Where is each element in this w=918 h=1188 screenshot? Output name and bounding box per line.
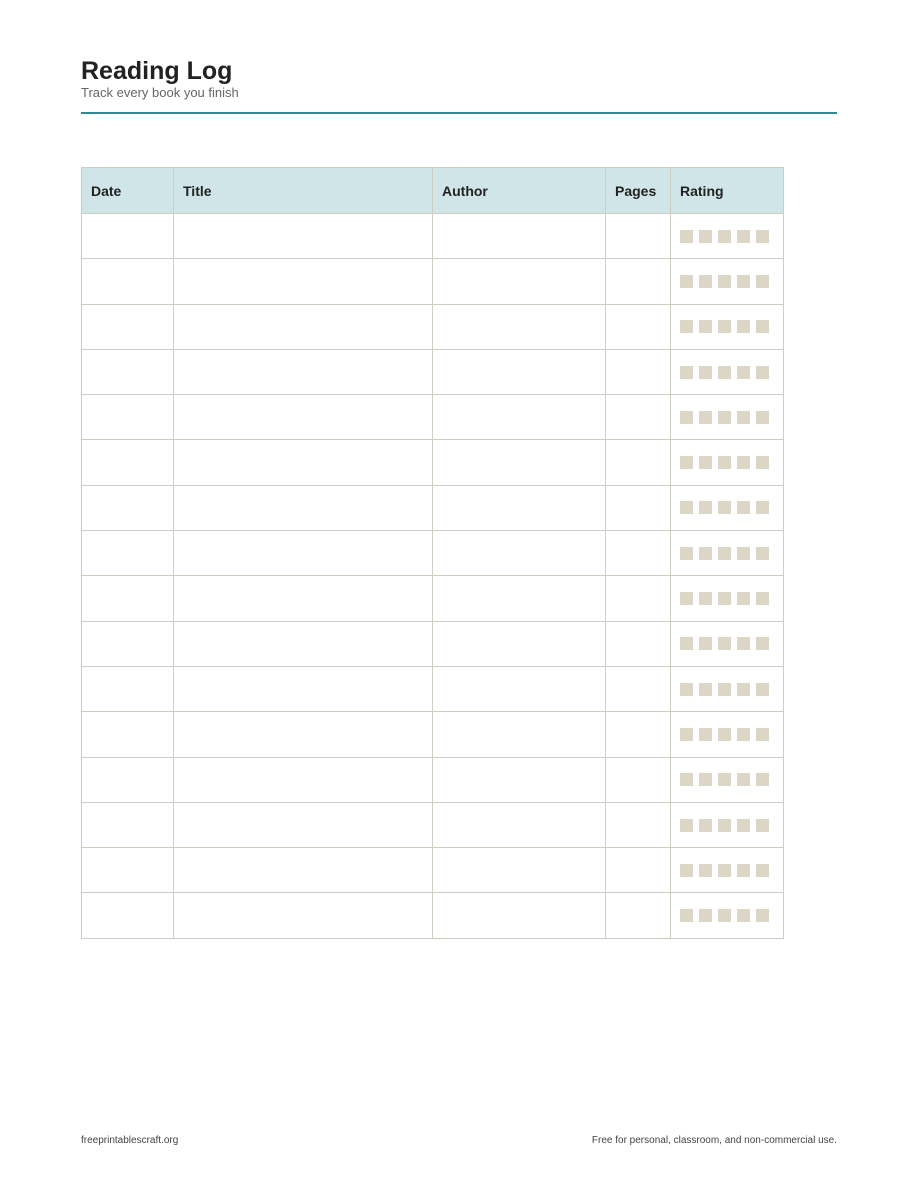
author-cell[interactable] — [433, 395, 606, 440]
rating-cell — [671, 485, 784, 530]
rating-box[interactable] — [756, 683, 769, 696]
author-cell[interactable] — [433, 440, 606, 485]
date-cell[interactable] — [82, 214, 174, 259]
date-cell[interactable] — [82, 395, 174, 440]
rating-cell — [671, 214, 784, 259]
rating-box[interactable] — [680, 230, 693, 243]
page-header — [81, 56, 837, 114]
rating-box[interactable] — [737, 819, 750, 832]
rating-box[interactable] — [756, 864, 769, 877]
rating-cell — [671, 666, 784, 711]
author-cell[interactable] — [433, 802, 606, 847]
title-cell[interactable] — [174, 304, 433, 349]
pages-cell[interactable] — [606, 893, 671, 938]
rating-cell — [671, 531, 784, 576]
table-row — [82, 757, 784, 802]
pages-cell[interactable] — [606, 848, 671, 893]
rating-box[interactable] — [737, 728, 750, 741]
table-row — [82, 621, 784, 666]
rating-box[interactable] — [680, 501, 693, 514]
rating-box[interactable] — [699, 547, 712, 560]
table-row — [82, 802, 784, 847]
rating-box[interactable] — [737, 909, 750, 922]
rating-cell — [671, 349, 784, 394]
pages-cell[interactable] — [606, 440, 671, 485]
rating-box[interactable] — [699, 909, 712, 922]
rating-box[interactable] — [680, 728, 693, 741]
rating-box[interactable] — [756, 411, 769, 424]
pages-cell[interactable] — [606, 259, 671, 304]
title-cell[interactable] — [174, 395, 433, 440]
rating-box[interactable] — [756, 275, 769, 288]
rating-boxes — [680, 366, 774, 379]
rating-box[interactable] — [699, 773, 712, 786]
date-cell[interactable] — [82, 485, 174, 530]
rating-box[interactable] — [680, 637, 693, 650]
author-cell[interactable] — [433, 576, 606, 621]
rating-box[interactable] — [737, 592, 750, 605]
table-row — [82, 304, 784, 349]
title-cell[interactable] — [174, 893, 433, 938]
pages-cell[interactable] — [606, 531, 671, 576]
rating-box[interactable] — [680, 366, 693, 379]
rating-box[interactable] — [699, 501, 712, 514]
table-row — [82, 440, 784, 485]
rating-box[interactable] — [737, 275, 750, 288]
table-row — [82, 349, 784, 394]
title-cell[interactable] — [174, 712, 433, 757]
table-row — [82, 214, 784, 259]
rating-boxes — [680, 864, 774, 877]
rating-box[interactable] — [756, 592, 769, 605]
rating-box[interactable] — [718, 230, 731, 243]
rating-box[interactable] — [680, 592, 693, 605]
table-row — [82, 485, 784, 530]
pages-cell[interactable] — [606, 757, 671, 802]
pages-cell[interactable] — [606, 621, 671, 666]
rating-cell — [671, 757, 784, 802]
rating-box[interactable] — [718, 411, 731, 424]
column-header-rating: Rating — [671, 168, 784, 214]
author-cell[interactable] — [433, 621, 606, 666]
rating-box[interactable] — [680, 275, 693, 288]
author-cell[interactable] — [433, 666, 606, 711]
table-header-row — [82, 168, 784, 214]
rating-box[interactable] — [718, 909, 731, 922]
pages-cell[interactable] — [606, 576, 671, 621]
rating-box[interactable] — [756, 366, 769, 379]
rating-box[interactable] — [737, 501, 750, 514]
rating-cell — [671, 259, 784, 304]
page-title: Reading Log — [81, 57, 233, 85]
rating-box[interactable] — [756, 547, 769, 560]
author-cell[interactable] — [433, 349, 606, 394]
rating-box[interactable] — [718, 366, 731, 379]
rating-box[interactable] — [680, 683, 693, 696]
date-cell[interactable] — [82, 893, 174, 938]
rating-box[interactable] — [718, 683, 731, 696]
rating-box[interactable] — [680, 909, 693, 922]
rating-box[interactable] — [699, 592, 712, 605]
rating-box[interactable] — [699, 683, 712, 696]
rating-boxes — [680, 592, 774, 605]
title-cell[interactable] — [174, 666, 433, 711]
rating-box[interactable] — [756, 230, 769, 243]
rating-box[interactable] — [756, 501, 769, 514]
rating-box[interactable] — [699, 320, 712, 333]
table-row — [82, 666, 784, 711]
table-row — [82, 259, 784, 304]
date-cell[interactable] — [82, 531, 174, 576]
date-cell[interactable] — [82, 712, 174, 757]
rating-box[interactable] — [680, 547, 693, 560]
rating-box[interactable] — [718, 501, 731, 514]
rating-boxes — [680, 230, 774, 243]
rating-box[interactable] — [737, 320, 750, 333]
column-header-title: Title — [174, 168, 433, 214]
pages-cell[interactable] — [606, 485, 671, 530]
rating-box[interactable] — [737, 773, 750, 786]
pages-cell[interactable] — [606, 395, 671, 440]
column-header-date: Date — [82, 168, 174, 214]
rating-box[interactable] — [718, 456, 731, 469]
rating-cell — [671, 712, 784, 757]
rating-box[interactable] — [756, 909, 769, 922]
rating-cell — [671, 802, 784, 847]
rating-box[interactable] — [699, 456, 712, 469]
column-header-pages: Pages — [606, 168, 671, 214]
rating-boxes — [680, 637, 774, 650]
author-cell[interactable] — [433, 531, 606, 576]
rating-box[interactable] — [756, 637, 769, 650]
rating-box[interactable] — [737, 366, 750, 379]
rating-box[interactable] — [737, 547, 750, 560]
rating-boxes — [680, 547, 774, 560]
title-cell[interactable] — [174, 576, 433, 621]
rating-box[interactable] — [718, 728, 731, 741]
date-cell[interactable] — [82, 802, 174, 847]
page-subtitle: Track every book you finish — [81, 85, 239, 100]
title-cell[interactable] — [174, 848, 433, 893]
author-cell[interactable] — [433, 712, 606, 757]
date-cell[interactable] — [82, 304, 174, 349]
rating-box[interactable] — [680, 773, 693, 786]
rating-box[interactable] — [756, 819, 769, 832]
rating-box[interactable] — [718, 864, 731, 877]
rating-box[interactable] — [718, 320, 731, 333]
rating-box[interactable] — [699, 819, 712, 832]
rating-box[interactable] — [680, 411, 693, 424]
pages-cell[interactable] — [606, 666, 671, 711]
rating-boxes — [680, 320, 774, 333]
title-cell[interactable] — [174, 802, 433, 847]
title-cell[interactable] — [174, 485, 433, 530]
date-cell[interactable] — [82, 848, 174, 893]
rating-box[interactable] — [737, 230, 750, 243]
title-cell[interactable] — [174, 531, 433, 576]
footer-license: Free for personal, classroom, and non-commercial use. — [591, 1135, 837, 1146]
rating-cell — [671, 304, 784, 349]
rating-boxes — [680, 909, 774, 922]
rating-box[interactable] — [737, 456, 750, 469]
rating-box[interactable] — [737, 683, 750, 696]
rating-box[interactable] — [756, 728, 769, 741]
rating-cell — [671, 893, 784, 938]
column-header-author: Author — [433, 168, 606, 214]
date-cell[interactable] — [82, 349, 174, 394]
title-cell[interactable] — [174, 214, 433, 259]
table-row — [82, 848, 784, 893]
rating-box[interactable] — [699, 637, 712, 650]
rating-box[interactable] — [699, 864, 712, 877]
author-cell[interactable] — [433, 214, 606, 259]
date-cell[interactable] — [82, 666, 174, 711]
rating-box[interactable] — [680, 456, 693, 469]
date-cell[interactable] — [82, 259, 174, 304]
rating-box[interactable] — [718, 773, 731, 786]
rating-box[interactable] — [699, 230, 712, 243]
date-cell[interactable] — [82, 576, 174, 621]
author-cell[interactable] — [433, 893, 606, 938]
rating-box[interactable] — [718, 819, 731, 832]
rating-box[interactable] — [699, 275, 712, 288]
date-cell[interactable] — [82, 757, 174, 802]
title-cell[interactable] — [174, 757, 433, 802]
rating-box[interactable] — [699, 366, 712, 379]
rating-box[interactable] — [680, 819, 693, 832]
rating-cell — [671, 621, 784, 666]
table-row — [82, 531, 784, 576]
author-cell[interactable] — [433, 304, 606, 349]
author-cell[interactable] — [433, 259, 606, 304]
rating-box[interactable] — [737, 411, 750, 424]
table-row — [82, 576, 784, 621]
author-cell[interactable] — [433, 757, 606, 802]
table-body — [82, 214, 784, 939]
table-row — [82, 712, 784, 757]
rating-boxes — [680, 683, 774, 696]
pages-cell[interactable] — [606, 214, 671, 259]
rating-box[interactable] — [718, 592, 731, 605]
rating-boxes — [680, 773, 774, 786]
rating-box[interactable] — [756, 320, 769, 333]
rating-cell — [671, 576, 784, 621]
rating-box[interactable] — [718, 547, 731, 560]
rating-box[interactable] — [680, 320, 693, 333]
pages-cell[interactable] — [606, 349, 671, 394]
rating-cell — [671, 395, 784, 440]
pages-cell[interactable] — [606, 712, 671, 757]
rating-box[interactable] — [737, 864, 750, 877]
table-row — [82, 395, 784, 440]
rating-boxes — [680, 456, 774, 469]
table-row — [82, 893, 784, 938]
title-cell[interactable] — [174, 621, 433, 666]
pages-cell[interactable] — [606, 304, 671, 349]
author-cell[interactable] — [433, 848, 606, 893]
rating-boxes — [680, 275, 774, 288]
rating-boxes — [680, 728, 774, 741]
date-cell[interactable] — [82, 621, 174, 666]
rating-box[interactable] — [699, 411, 712, 424]
rating-cell — [671, 848, 784, 893]
reading-log-table — [81, 167, 784, 939]
date-cell[interactable] — [82, 440, 174, 485]
author-cell[interactable] — [433, 485, 606, 530]
rating-boxes — [680, 819, 774, 832]
rating-box[interactable] — [756, 456, 769, 469]
rating-box[interactable] — [699, 728, 712, 741]
rating-box[interactable] — [718, 637, 731, 650]
rating-boxes — [680, 501, 774, 514]
title-cell[interactable] — [174, 259, 433, 304]
rating-box[interactable] — [756, 773, 769, 786]
title-cell[interactable] — [174, 349, 433, 394]
rating-box[interactable] — [737, 637, 750, 650]
title-cell[interactable] — [174, 440, 433, 485]
rating-box[interactable] — [718, 275, 731, 288]
rating-cell — [671, 440, 784, 485]
rating-box[interactable] — [680, 864, 693, 877]
pages-cell[interactable] — [606, 802, 671, 847]
footer-site: freeprintablescraft.org — [81, 1135, 179, 1146]
rating-boxes — [680, 411, 774, 424]
